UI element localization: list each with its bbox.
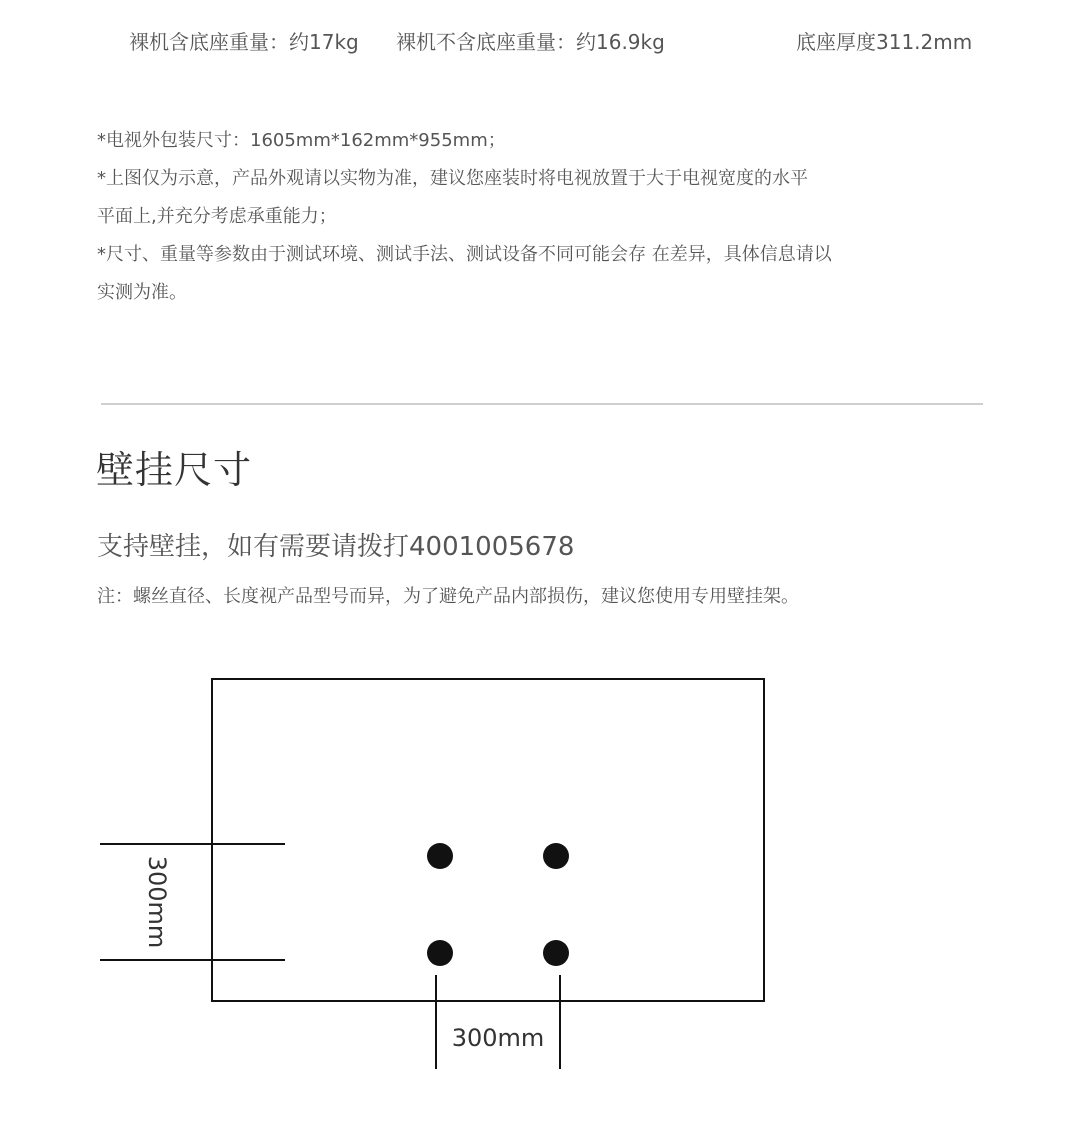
wall-mount-diagram — [0, 640, 1080, 1080]
mount-hole — [427, 940, 453, 966]
mount-hole — [427, 843, 453, 869]
vertical-spacing-label: 300mm — [143, 855, 171, 949]
note-line: *尺寸、重量等参数由于测试环境、测试手法、测试设备不同可能会存 在差异，具体信息请以 — [97, 244, 832, 265]
base-thickness-text: 底座厚度311.2mm — [796, 30, 973, 54]
weight-with-base-text: 裸机含底座重量：约17kg — [129, 30, 359, 54]
horizontal-spacing-label: 300mm — [451, 1024, 545, 1052]
note-line: *电视外包装尺寸：1605mm*162mm*955mm； — [97, 130, 506, 151]
section-title: 壁挂尺寸 — [96, 448, 253, 492]
note-line: *上图仅为示意，产品外观请以实物为准，建议您座装时将电视放置于大于电视宽度的水平 — [97, 168, 808, 189]
tv-back-outline — [212, 679, 764, 1001]
notes-block — [97, 122, 997, 312]
wall-mount-subtitle: 支持壁挂，如有需要请拨打4001005678 — [97, 532, 575, 562]
note-line: 平面上,并充分考虑承重能力； — [97, 206, 337, 227]
weight-without-base-text: 裸机不含底座重量：约16.9kg — [396, 30, 665, 54]
wall-mount-remark: 注：螺丝直径、长度视产品型号而异，为了避免产品内部损伤，建议您使用专用壁挂架。 — [97, 586, 799, 607]
mount-hole — [543, 940, 569, 966]
note-line: 实测为准。 — [97, 282, 187, 303]
section-divider — [101, 403, 983, 405]
mount-hole — [543, 843, 569, 869]
